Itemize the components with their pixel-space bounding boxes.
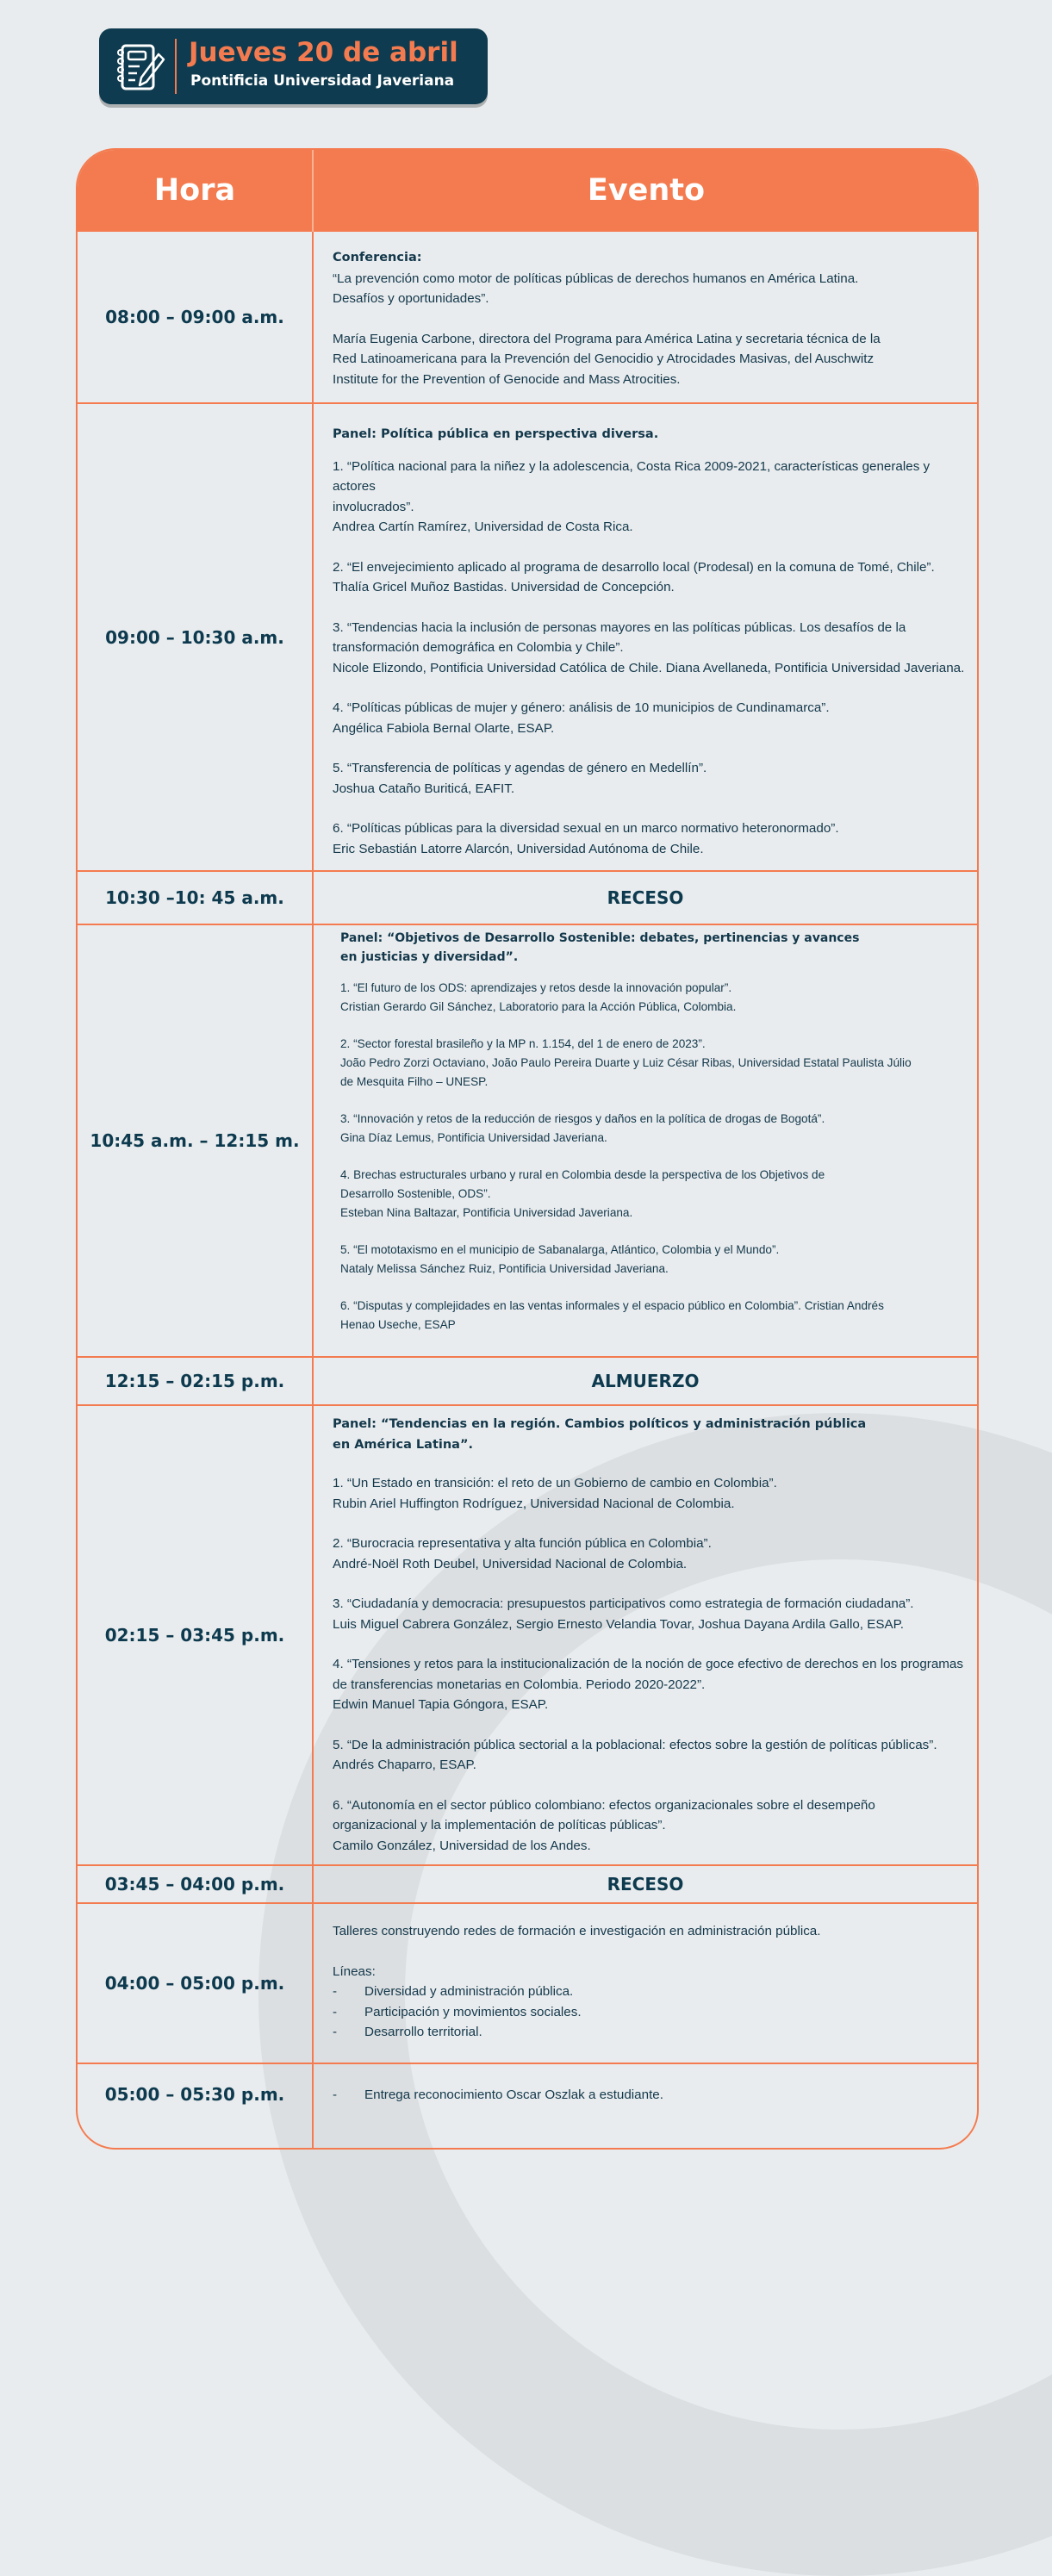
list-item: - Participación y movimientos sociales.	[333, 2004, 582, 2019]
event-line: Andrea Cartín Ramírez, Universidad de Costa Rica.	[333, 520, 633, 534]
event-line: Nataly Melissa Sánchez Ruiz, Pontificia Universidad Javeriana.	[340, 1262, 669, 1275]
event-line: Edwin Manuel Tapia Góngora, ESAP.	[333, 1697, 549, 1712]
table-row	[78, 404, 977, 872]
column-header-time: Hora	[153, 173, 236, 208]
event-line: 1. “Política nacional para la niñez y la adolescencia, Costa Rica 2009-2021, características generales y actores	[333, 458, 931, 494]
table-row	[78, 925, 977, 1358]
event-line: 5. “Transferencia de políticas y agendas de género en Medellín”.	[333, 761, 707, 775]
event-line: Rubin Ariel Huffington Rodríguez, Universidad Nacional de Colombia.	[333, 1496, 735, 1511]
event-line: 2. “El envejecimiento aplicado al programa de desarrollo local (Prodesal) en la comuna de Tomé, Chile”.	[333, 559, 935, 575]
table-row-recess	[78, 1866, 977, 1904]
row-event	[340, 925, 974, 1356]
notebook-pen-icon	[114, 39, 165, 94]
table-row	[78, 2064, 977, 2150]
event-line: de Mesquita Filho – UNESP.	[340, 1075, 489, 1088]
event-line: Andrés Chaparro, ESAP.	[333, 1758, 476, 1772]
lines-label: Líneas:	[333, 1963, 376, 1979]
event-line: Gina Díaz Lemus, Pontificia Universidad Javeriana.	[340, 1131, 607, 1144]
event-line: Camilo González, Universidad de los Andes.	[333, 1838, 591, 1853]
event-line: Luis Miguel Cabrera González, Sergio Ernesto Velandia Tovar, Joshua Dayana Ardila Gallo, ESAP.	[333, 1616, 905, 1632]
event-line: “La prevención como motor de políticas públicas de derechos humanos en América Latina.	[333, 271, 859, 286]
schedule-table	[76, 148, 979, 2150]
event-line: Esteban Nina Baltazar, Pontificia Universidad Javeriana.	[340, 1206, 633, 1219]
event-line: Institute for the Prevention of Genocide and Mass Atrocities.	[333, 371, 681, 387]
event-line: Cristian Gerardo Gil Sánchez, Laboratorio para la Acción Pública, Colombia.	[340, 1000, 737, 1013]
table-header	[78, 150, 977, 232]
event-line: Nicole Elizondo, Pontificia Universidad Católica de Chile. Diana Avellaneda, Pontificia Universidad Javeriana.	[333, 660, 965, 675]
header-divider	[175, 39, 177, 94]
event-title: Conferencia:	[333, 251, 422, 264]
table-row-recess	[78, 1358, 977, 1406]
event-title: en justicias y diversidad”.	[340, 950, 519, 964]
event-title: en América Latina”.	[333, 1437, 473, 1452]
event-line: 2. “Burocracia representativa y alta función pública en Colombia”.	[333, 1536, 712, 1551]
event-line: 6. “Autonomía en el sector público colombiano: efectos organizacionales sobre el desempeño	[333, 1797, 875, 1813]
row-time: 10:45 a.m. – 12:15 m.	[90, 1130, 300, 1151]
row-time: 08:00 – 09:00 a.m.	[105, 307, 284, 327]
table-row	[78, 1406, 977, 1866]
lunch-label: ALMUERZO	[591, 1371, 700, 1391]
event-line: 2. “Sector forestal brasileño y la MP n. 1.154, del 1 de enero de 2023”.	[340, 1037, 706, 1050]
event-line: 1. “El futuro de los ODS: aprendizajes y retos desde la innovación popular”.	[340, 981, 732, 994]
list-item: - Diversidad y administración pública.	[333, 1984, 574, 1999]
event-intro: Talleres construyendo redes de formación e investigación en administración pública.	[333, 1924, 821, 1938]
event-date: Jueves 20 de abril	[189, 37, 458, 68]
event-line: Desarrollo Sostenible, ODS”.	[340, 1187, 491, 1200]
event-line: 1. “Un Estado en transición: el reto de un Gobierno de cambio en Colombia”.	[333, 1476, 777, 1490]
event-line: Eric Sebastián Latorre Alarcón, Universidad Autónoma de Chile.	[333, 841, 704, 856]
list-item: - Desarrollo territorial.	[333, 2025, 482, 2039]
event-line: João Pedro Zorzi Octaviano, João Paulo Pereira Duarte y Luiz César Ribas, Universidad Estatal Paulista Júlio	[340, 1056, 912, 1069]
university-name: Pontificia Universidad Javeriana	[190, 72, 455, 90]
row-time: 03:45 – 04:00 p.m.	[104, 1874, 285, 1895]
event-line: 6. “Disputas y complejidades en las ventas informales y el espacio público en Colombia”. Cristian Andrés	[340, 1299, 884, 1312]
event-line: 4. “Políticas públicas de mujer y género: análisis de 10 municipios de Cundinamarca”.	[333, 700, 830, 715]
event-line: Angélica Fabiola Bernal Olarte, ESAP.	[333, 720, 555, 736]
event-line: 5. “De la administración pública sectorial a la poblacional: efectos sobre la gestión de políticas públicas”.	[333, 1737, 937, 1752]
row-time: 05:00 – 05:30 p.m.	[104, 2084, 285, 2105]
event-line: Thalía Gricel Muñoz Bastidas. Universidad de Concepción.	[333, 580, 675, 594]
row-time: 04:00 – 05:00 p.m.	[104, 1973, 285, 1994]
row-event	[333, 232, 974, 402]
event-line: Joshua Cataño Buriticá, EAFIT.	[333, 781, 515, 796]
row-event	[333, 1904, 974, 2063]
row-time: 09:00 – 10:30 a.m.	[105, 626, 284, 648]
event-line: 4. “Tensiones y retos para la institucionalización de la noción de goce efectivo de derechos en los programas	[333, 1657, 963, 1671]
event-line: de transferencias monetarias en Colombia. Periodo 2020-2022”.	[333, 1677, 706, 1692]
event-title: Panel: Política pública en perspectiva diversa.	[333, 427, 659, 441]
event-line: Henao Useche, ESAP	[340, 1318, 456, 1331]
event-title: Panel: “Objetivos de Desarrollo Sostenible: debates, pertinencias y avances	[340, 931, 860, 945]
event-line: 6. “Políticas públicas para la diversidad sexual en un marco normativo heteronormado”.	[333, 821, 839, 836]
table-row	[78, 232, 977, 404]
row-event	[333, 2064, 974, 2150]
event-line: 3. “Ciudadanía y democracia: presupuestos participativos como estrategia de formación ciudadana”.	[333, 1596, 914, 1611]
table-row	[78, 1904, 977, 2064]
recess-label: RECESO	[607, 1874, 684, 1895]
recess-label: RECESO	[607, 887, 684, 908]
event-line: María Eugenia Carbone, directora del Programa para América Latina y secretaria técnica de la	[333, 331, 881, 346]
event-line: 4. Brechas estructurales urbano y rural en Colombia desde la perspectiva de los Objetivos de	[340, 1168, 825, 1181]
row-time: 12:15 – 02:15 p.m.	[104, 1371, 285, 1391]
event-line: Red Latinoamericana para la Prevención del Genocidio y Atrocidades Masivas, del Auschwitz	[333, 352, 875, 366]
event-line: André-Noël Roth Deubel, Universidad Nacional de Colombia.	[333, 1556, 688, 1571]
date-header-badge	[99, 28, 488, 104]
row-time: 10:30 –10: 45 a.m.	[105, 887, 284, 908]
event-line: involucrados”.	[333, 499, 414, 514]
event-title: Panel: “Tendencias en la región. Cambios políticos y administración pública	[333, 1417, 867, 1431]
row-event	[333, 1406, 974, 1864]
event-line: 3. “Tendencias hacia la inclusión de personas mayores en las políticas públicas. Los desafíos de la	[333, 619, 906, 635]
event-line: transformación demográfica en Colombia y Chile”.	[333, 640, 624, 655]
row-event	[333, 404, 974, 870]
event-line: Desafíos y oportunidades”.	[333, 291, 489, 306]
row-time: 02:15 – 03:45 p.m.	[104, 1625, 285, 1646]
table-row-recess	[78, 872, 977, 925]
event-line: 3. “Innovación y retos de la reducción de riesgos y daños en la política de drogas de Bogotá”.	[340, 1112, 825, 1125]
column-header-event: Evento	[587, 173, 706, 208]
event-line: organizacional y la implementación de políticas públicas”.	[333, 1818, 666, 1832]
event-line: 5. “El mototaxismo en el municipio de Sabanalarga, Atlántico, Colombia y el Mundo”.	[340, 1243, 780, 1256]
list-item: - Entrega reconocimiento Oscar Oszlak a estudiante.	[333, 2088, 663, 2102]
